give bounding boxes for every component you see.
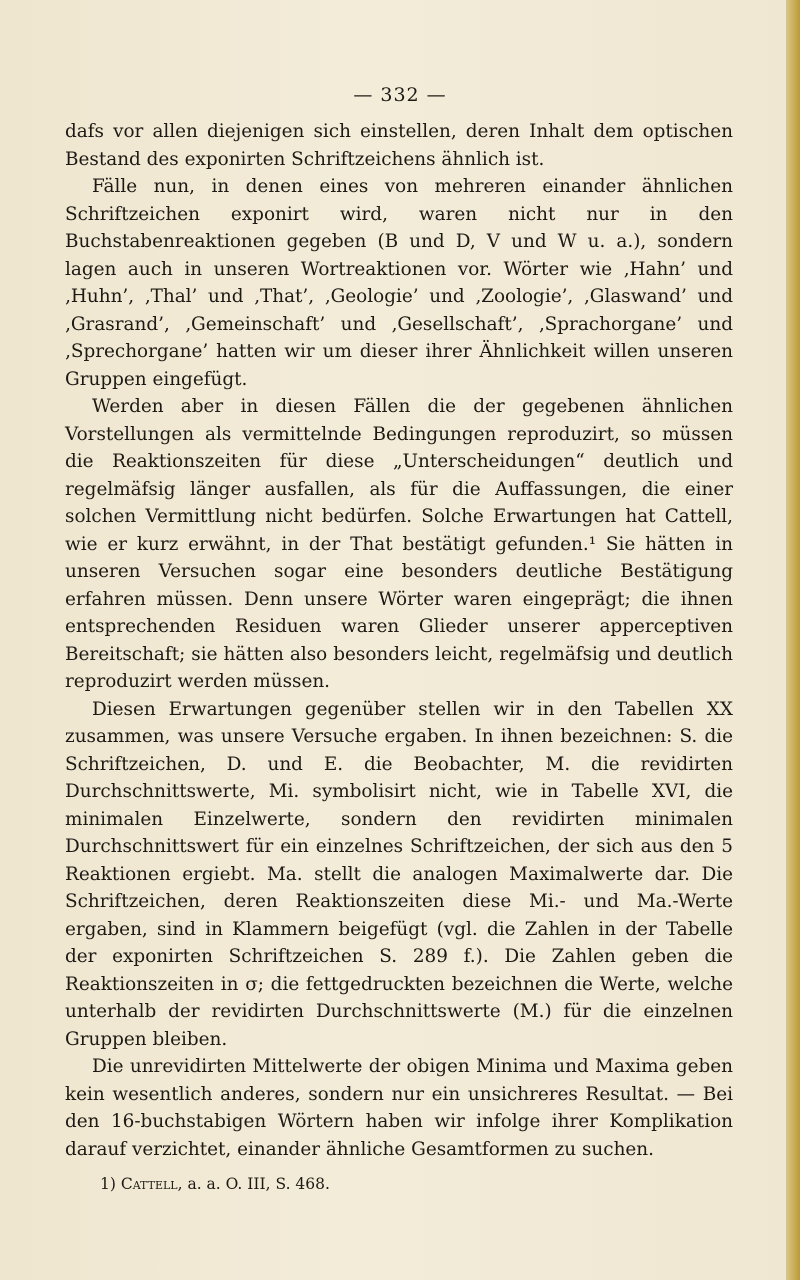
footnote-reference: , a. a. O. III, S. 468. xyxy=(177,1175,330,1193)
body-text xyxy=(65,118,733,1163)
footnote-marker: 1) xyxy=(100,1175,116,1193)
paragraph-2: Fälle nun, in denen eines von mehreren einander ähnlichen Schriftzeichen exponirt wird, waren nicht nur in den Buchstabenreaktionen gegeben (B und D, V und W u. a.), sondern lagen auch in unseren Wortreaktionen vor. Wörter wie ‚Hahn’ und ‚Huhn’, ‚Thal’ und ‚That’, ‚Geologie’ und ‚Zoologie’, ‚Glaswand’ und ‚Grasrand’, ‚Gemeinschaft’ und ‚Gesellschaft’, ‚Sprachorgane’ und ‚Sprechorgane’ hatten wir um dieser ihrer Ähnlichkeit willen unseren Gruppen eingefügt. xyxy=(65,176,733,390)
page-number: — 332 — xyxy=(353,84,447,106)
footnote xyxy=(100,1173,700,1195)
paragraph-3: Werden aber in diesen Fällen die der gegebenen ähnlichen Vorstellungen als vermittelnde Bedingungen reproduzirt, so müssen die Reaktionszeiten für diese „Unterscheidungen“ deutlich und regelmäfsig länger ausfallen, als für die Auffassungen, die einer solchen Vermittlung nicht bedürfen. Solche Erwartungen hat Cattell, wie er kurz erwähnt, in der That bestätigt gefunden.¹ Sie hätten in unseren Versuchen sogar eine besonders deutliche Bestätigung erfahren müssen. Denn unsere Wörter waren eingeprägt; die ihnen entsprechenden Residuen waren Glieder unserer apperceptiven Bereitschaft; sie hätten also besonders leicht, regelmäfsig und deutlich reproduzirt werden müssen. xyxy=(65,396,733,692)
page-edge xyxy=(786,0,800,1280)
paragraph-5: Die unrevidirten Mittelwerte der obigen Minima und Maxima geben kein wesentlich anderes, sondern nur ein unsichreres Resultat. — Bei den 16-buchstabigen Wörtern haben wir infolge ihrer Komplikation darauf verzichtet, einander ähnliche Gesamtformen zu suchen. xyxy=(65,1056,733,1160)
footnote-author: Cattell xyxy=(120,1175,178,1193)
paragraph-1: dafs vor allen diejenigen sich einstellen, deren Inhalt dem optischen Bestand des exponirten Schriftzeichens ähnlich ist. xyxy=(65,121,733,170)
paragraph-4: Diesen Erwartungen gegenüber stellen wir in den Tabellen XX zusammen, was unsere Versuche ergaben. In ihnen bezeichnen: S. die Schriftzeichen, D. und E. die Beobachter, M. die revidirten Durchschnittswerte, Mi. symbolisirt nicht, wie in Tabelle XVI, die minimalen Einzelwerte, sondern den revidirten minimalen Durchschnittswert für ein einzelnes Schriftzeichen, der sich aus den 5 Reaktionen ergiebt. Ma. stellt die analogen Maximalwerte dar. Die Schriftzeichen, deren Reaktionszeiten diese Mi.- und Ma.-Werte ergaben, sind in Klammern beigefügt (vgl. die Zahlen in der Tabelle der exponirten Schriftzeichen S. 289 f.). Die Zahlen geben die Reaktionszeiten in σ; die fettgedruckten bezeichnen die Werte, welche unterhalb der revidirten Durchschnittswerte (M.) für die einzelnen Gruppen bleiben. xyxy=(65,698,733,1050)
